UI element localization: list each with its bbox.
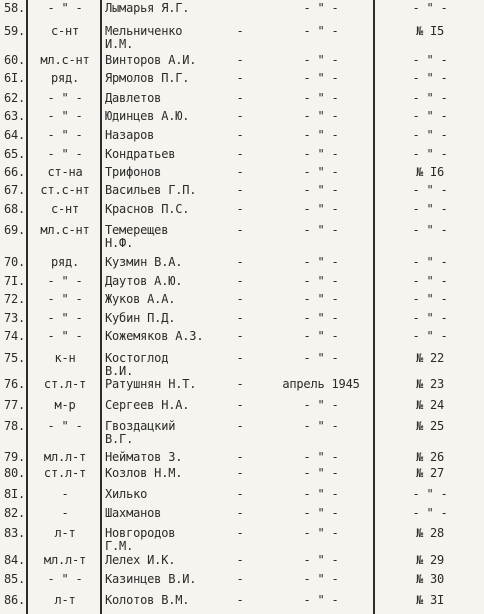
rank-cell: - " - (47, 311, 83, 325)
reference-cell: № 28 (415, 526, 445, 540)
column-divider (100, 0, 102, 614)
date-cell: апрель 1945 (282, 377, 360, 391)
reference-cell: - " - (412, 128, 448, 142)
rank-cell: - " - (47, 128, 83, 142)
rank-cell: ст.с-нт (40, 183, 90, 197)
name-cell: Давлетов (105, 91, 162, 105)
date-cell: - " - (303, 593, 339, 607)
dash-cell: - (236, 147, 244, 161)
rank-cell: с-нт (50, 202, 80, 216)
row-number: 82. (4, 506, 26, 520)
row-number: 66. (4, 165, 26, 179)
dash-cell: - (236, 351, 244, 365)
reference-cell: № 30 (415, 572, 445, 586)
date-cell: - " - (303, 398, 339, 412)
row-number: 75. (4, 351, 26, 365)
name-cell: Новгородов Г.М. (105, 526, 176, 553)
rank-cell: - (61, 506, 69, 520)
date-cell: - " - (303, 572, 339, 586)
date-cell: - " - (303, 553, 339, 567)
dash-cell: - (236, 109, 244, 123)
date-cell: - " - (303, 329, 339, 343)
name-cell: Ратушнян Н.Т. (105, 377, 197, 391)
name-cell: Назаров (105, 128, 155, 142)
dash-cell: - (236, 377, 244, 391)
name-cell: Лымарья Я.Г. (105, 1, 190, 15)
dash-cell: - (236, 572, 244, 586)
rank-cell: л-т (54, 593, 76, 607)
name-cell: Кубин П.Д. (105, 311, 176, 325)
date-cell: - " - (303, 71, 339, 85)
reference-cell: - " - (412, 53, 448, 67)
reference-cell: - " - (412, 274, 448, 288)
dash-cell: - (236, 593, 244, 607)
reference-cell: № 29 (415, 553, 445, 567)
name-cell: Темерещев Н.Ф. (105, 223, 169, 250)
reference-cell: - " - (412, 71, 448, 85)
rank-cell: - (61, 487, 69, 501)
name-cell: Шахманов (105, 506, 162, 520)
rank-cell: ряд. (50, 71, 80, 85)
name-cell: Юдинцев А.Ю. (105, 109, 190, 123)
dash-cell: - (236, 53, 244, 67)
dash-cell: - (236, 450, 244, 464)
row-number: 83. (4, 526, 26, 540)
date-cell: - " - (303, 147, 339, 161)
dash-cell: - (236, 274, 244, 288)
reference-cell: № 24 (415, 398, 445, 412)
reference-cell: № I6 (415, 165, 445, 179)
reference-cell: № I5 (415, 24, 445, 38)
row-number: 68. (4, 202, 26, 216)
dash-cell: - (236, 292, 244, 306)
date-cell: - " - (303, 53, 339, 67)
rank-cell: - " - (47, 292, 83, 306)
dash-cell: - (236, 202, 244, 216)
row-number: 74. (4, 329, 26, 343)
reference-cell: № 23 (415, 377, 445, 391)
date-cell: - " - (303, 419, 339, 433)
dash-cell: - (236, 553, 244, 567)
name-cell: Кожемяков А.З. (105, 329, 204, 343)
dash-cell: - (236, 24, 244, 38)
date-cell: - " - (303, 109, 339, 123)
row-number: 59. (4, 24, 26, 38)
row-number: 70. (4, 255, 26, 269)
column-divider (373, 0, 375, 614)
row-number: 73. (4, 311, 26, 325)
reference-cell: - " - (412, 183, 448, 197)
date-cell: - " - (303, 506, 339, 520)
row-number: 86. (4, 593, 26, 607)
dash-cell: - (236, 398, 244, 412)
row-number: 64. (4, 128, 26, 142)
name-cell: Колотов В.М. (105, 593, 190, 607)
rank-cell: ряд. (50, 255, 80, 269)
row-number: 65. (4, 147, 26, 161)
reference-cell: - " - (412, 292, 448, 306)
rank-cell: - " - (47, 572, 83, 586)
reference-cell: - " - (412, 506, 448, 520)
row-number: 76. (4, 377, 26, 391)
rank-cell: ст.л-т (43, 377, 87, 391)
date-cell: - " - (303, 1, 339, 15)
name-cell: Краснов П.С. (105, 202, 190, 216)
rank-cell: - " - (47, 109, 83, 123)
rank-cell: - " - (47, 419, 83, 433)
date-cell: - " - (303, 292, 339, 306)
row-number: 63. (4, 109, 26, 123)
rank-cell: ст-на (47, 165, 83, 179)
row-number: 62. (4, 91, 26, 105)
name-cell: Сергеев Н.А. (105, 398, 190, 412)
reference-cell: № 22 (415, 351, 445, 365)
row-number: 85. (4, 572, 26, 586)
name-cell: Кондратьев (105, 147, 176, 161)
date-cell: - " - (303, 311, 339, 325)
rank-cell: мл.с-нт (40, 53, 90, 67)
dash-cell: - (236, 183, 244, 197)
reference-cell: - " - (412, 109, 448, 123)
date-cell: - " - (303, 526, 339, 540)
date-cell: - " - (303, 223, 339, 237)
dash-cell: - (236, 466, 244, 480)
reference-cell: - " - (412, 202, 448, 216)
date-cell: - " - (303, 255, 339, 269)
row-number: 84. (4, 553, 26, 567)
date-cell: - " - (303, 274, 339, 288)
row-number: 67. (4, 183, 26, 197)
row-number: 6I. (4, 71, 26, 85)
reference-cell: № 25 (415, 419, 445, 433)
date-cell: - " - (303, 487, 339, 501)
dash-cell: - (236, 223, 244, 237)
rank-cell: мл.л-т (43, 553, 87, 567)
column-divider (26, 0, 28, 614)
name-cell: Трифонов (105, 165, 162, 179)
name-cell: Казинцев В.И. (105, 572, 197, 586)
dash-cell: - (236, 487, 244, 501)
dash-cell: - (236, 311, 244, 325)
row-number: 7I. (4, 274, 26, 288)
name-cell: Ярмолов П.Г. (105, 71, 190, 85)
name-cell: Козлов Н.М. (105, 466, 183, 480)
rank-cell: - " - (47, 1, 83, 15)
dash-cell: - (236, 329, 244, 343)
row-number: 77. (4, 398, 26, 412)
reference-cell: - " - (412, 91, 448, 105)
dash-cell: - (236, 165, 244, 179)
name-cell: Кузмин В.А. (105, 255, 183, 269)
name-cell: Васильев Г.П. (105, 183, 197, 197)
row-number: 80. (4, 466, 26, 480)
reference-cell: - " - (412, 255, 448, 269)
reference-cell: - " - (412, 223, 448, 237)
name-cell: Мельниченко И.М. (105, 24, 183, 51)
row-number: 58. (4, 1, 26, 15)
row-number: 69. (4, 223, 26, 237)
name-cell: Винторов А.И. (105, 53, 197, 67)
reference-cell: № 26 (415, 450, 445, 464)
reference-cell: - " - (412, 1, 448, 15)
rank-cell: ст.л-т (43, 466, 87, 480)
date-cell: - " - (303, 165, 339, 179)
date-cell: - " - (303, 183, 339, 197)
dash-cell: - (236, 255, 244, 269)
date-cell: - " - (303, 450, 339, 464)
reference-cell: - " - (412, 311, 448, 325)
reference-cell: № 3I (415, 593, 445, 607)
name-cell: Костоглод В.И. (105, 351, 169, 378)
row-number: 78. (4, 419, 26, 433)
row-number: 72. (4, 292, 26, 306)
name-cell: Жуков А.А. (105, 292, 176, 306)
name-cell: Даутов А.Ю. (105, 274, 183, 288)
dash-cell: - (236, 506, 244, 520)
dash-cell: - (236, 71, 244, 85)
date-cell: - " - (303, 466, 339, 480)
row-number: 8I. (4, 487, 26, 501)
name-cell: Лелех И.К. (105, 553, 176, 567)
name-cell: Нейматов З. (105, 450, 183, 464)
rank-cell: - " - (47, 274, 83, 288)
date-cell: - " - (303, 351, 339, 365)
rank-cell: с-нт (50, 24, 80, 38)
date-cell: - " - (303, 24, 339, 38)
date-cell: - " - (303, 202, 339, 216)
rank-cell: мл.л-т (43, 450, 87, 464)
reference-cell: - " - (412, 147, 448, 161)
dash-cell: - (236, 91, 244, 105)
rank-cell: к-н (54, 351, 76, 365)
rank-cell: - " - (47, 329, 83, 343)
row-number: 79. (4, 450, 26, 464)
row-number: 60. (4, 53, 26, 67)
rank-cell: л-т (54, 526, 76, 540)
rank-cell: мл.с-нт (40, 223, 90, 237)
dash-cell: - (236, 128, 244, 142)
rank-cell: м-р (54, 398, 76, 412)
name-cell: Гвоздацкий В.Г. (105, 419, 176, 446)
reference-cell: - " - (412, 487, 448, 501)
name-cell: Хилько (105, 487, 148, 501)
reference-cell: № 27 (415, 466, 445, 480)
rank-cell: - " - (47, 91, 83, 105)
dash-cell: - (236, 526, 244, 540)
rank-cell: - " - (47, 147, 83, 161)
dash-cell: - (236, 419, 244, 433)
date-cell: - " - (303, 91, 339, 105)
reference-cell: - " - (412, 329, 448, 343)
date-cell: - " - (303, 128, 339, 142)
